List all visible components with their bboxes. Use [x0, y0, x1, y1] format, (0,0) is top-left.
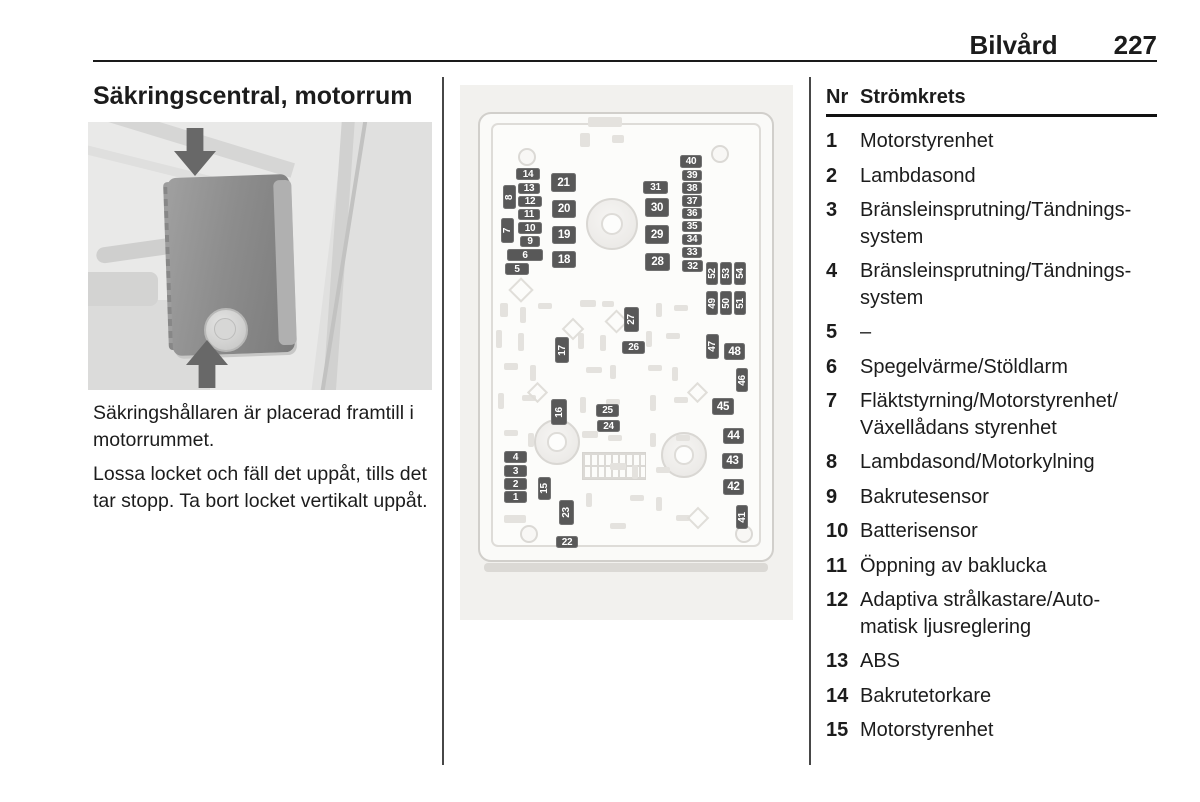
slot-decor [530, 365, 536, 381]
fuse-31: 31 [643, 181, 668, 194]
circuit-label: Lambdasond [860, 164, 976, 187]
fuse-46: 46 [736, 368, 748, 392]
slot-decor [656, 467, 670, 473]
circuit-number: 5 [826, 321, 838, 343]
fuse-34: 34 [682, 234, 702, 245]
slot-decor [578, 333, 584, 349]
table-row [826, 587, 1157, 640]
fuse-25: 25 [596, 404, 619, 417]
fuse-9: 9 [520, 236, 540, 247]
photo-engine-block-shape [88, 272, 158, 306]
table-row [826, 319, 1157, 346]
fuse-6: 6 [507, 249, 543, 261]
circuit-label: Adaptiva strålkastare/Auto- matisk ljusreglering [860, 589, 1101, 638]
fuse-12: 12 [518, 196, 542, 207]
circuit-label: Fläktstyrning/Motorstyrenhet/ Växellådans styrenhet [860, 390, 1118, 439]
fuse-36: 36 [682, 208, 702, 219]
fuse-41: 41 [736, 505, 748, 529]
fuse-51: 51 [734, 291, 746, 315]
fuse-8: 8 [503, 185, 516, 209]
slot-decor [580, 133, 590, 147]
fuse-4: 4 [504, 451, 527, 463]
slot-decor [666, 333, 680, 339]
table-row [826, 128, 1157, 155]
paragraph: Säkringshållaren är placerad framtill i motorrummet. [93, 402, 414, 451]
fuse-26: 26 [622, 341, 645, 354]
article-body [93, 400, 441, 522]
circuit-label: Motorstyrenhet [860, 130, 994, 152]
table-row [826, 449, 1157, 476]
slot-decor [500, 303, 508, 317]
circuit-number: 6 [826, 355, 838, 378]
slot-decor [504, 363, 518, 370]
slot-decor [676, 435, 690, 441]
fuse-label-layer [460, 85, 793, 620]
fuse-16: 16 [551, 399, 567, 425]
slot-decor [612, 135, 624, 143]
fuse-45: 45 [712, 398, 734, 415]
slot-decor [580, 397, 586, 413]
circuit-number: 12 [826, 589, 849, 611]
slot-decor [580, 300, 596, 307]
slot-decor [646, 331, 652, 347]
header-section-title: Bilvård [969, 30, 1058, 60]
article-title: Säkringscentral, motorrum [93, 82, 413, 110]
page-header [820, 30, 1157, 61]
slot-decor [610, 463, 626, 470]
header-nr: Nr [826, 86, 849, 108]
fuse-3: 3 [504, 465, 527, 477]
slot-decor [610, 523, 626, 529]
fuse-box-diagram [460, 85, 793, 620]
circuit-number: 4 [826, 260, 838, 282]
slot-decor [496, 330, 502, 348]
slot-decor [518, 333, 524, 351]
fuse-48: 48 [724, 343, 745, 360]
fuse-2: 2 [504, 478, 527, 490]
fuse-35: 35 [682, 221, 702, 232]
circuit-number: 11 [826, 554, 848, 577]
fuse-22: 22 [556, 536, 578, 548]
slot-decor [586, 493, 592, 507]
circuit-number: 1 [826, 130, 838, 152]
circuit-label: Lambdasond/Motorkylning [860, 451, 1095, 473]
table-row [826, 484, 1157, 511]
table-row [826, 683, 1157, 710]
header-rule [93, 60, 1157, 62]
paragraph: Lossa locket och fäll det uppåt, tills det tar stopp. Ta bort locket vertikalt uppåt. [93, 463, 428, 512]
fuse-28: 28 [645, 253, 670, 271]
slot-decor [602, 301, 614, 307]
slot-decor [498, 393, 504, 409]
fuse-53: 53 [720, 262, 732, 285]
circuit-number: 9 [826, 485, 838, 508]
circuit-table-rows [826, 128, 1157, 744]
fuse-15: 15 [538, 477, 551, 500]
fuse-23: 23 [559, 500, 574, 525]
slot-decor [504, 430, 518, 436]
table-row [826, 258, 1157, 311]
table-row [826, 388, 1157, 441]
circuit-number: 7 [826, 390, 838, 412]
fuse-44: 44 [723, 428, 744, 444]
fuse-30: 30 [645, 198, 669, 217]
slot-decor [588, 117, 622, 127]
circuit-label: Spegelvärme/Stöldlarm [860, 355, 1068, 378]
fuse-49: 49 [706, 291, 718, 315]
circuit-label: Bakrutetorkare [860, 684, 992, 707]
fuse-29: 29 [645, 225, 669, 244]
header-circuit: Strömkrets [860, 86, 966, 108]
slot-decor [650, 433, 656, 447]
fuse-7: 7 [501, 218, 514, 243]
fuse-38: 38 [682, 182, 702, 194]
fuse-13: 13 [518, 183, 540, 194]
circuit-number: 2 [826, 164, 838, 187]
fuse-14: 14 [516, 168, 540, 180]
circuit-label: Bränsleinsprutning/Tändnings- system [860, 260, 1132, 309]
circuit-label: Motorstyrenhet [860, 719, 994, 741]
circuit-number: 3 [826, 199, 838, 221]
slot-decor [648, 365, 662, 371]
fuse-18: 18 [552, 251, 576, 268]
circuit-label: ABS [860, 650, 901, 672]
fuse-20: 20 [552, 200, 576, 218]
circuit-table-header [826, 86, 1157, 109]
fuse-33: 33 [682, 247, 702, 258]
slot-decor [538, 303, 552, 309]
slot-decor [672, 367, 678, 381]
fuse-39: 39 [682, 170, 702, 181]
fuse-19: 19 [552, 226, 576, 244]
circuit-table [826, 86, 1157, 752]
fuse-47: 47 [706, 334, 719, 359]
slot-decor [600, 335, 606, 351]
circuit-label: Batterisensor [860, 520, 978, 542]
engine-bay-photo [88, 122, 432, 390]
fuse-50: 50 [720, 291, 732, 315]
fuse-54: 54 [734, 262, 746, 285]
circuit-number: 10 [826, 520, 849, 542]
circuit-label: Bränsleinsprutning/Tändnings- system [860, 199, 1132, 248]
fuse-11: 11 [518, 209, 540, 220]
slot-decor [582, 431, 598, 438]
circuit-label: Öppning av baklucka [860, 554, 1047, 577]
table-row [826, 163, 1157, 190]
fuse-27: 27 [624, 307, 639, 332]
table-row [826, 553, 1157, 580]
circuit-number: 8 [826, 451, 838, 473]
slot-decor [608, 435, 622, 441]
table-row [826, 197, 1157, 250]
slot-decor [674, 305, 688, 311]
fuse-52: 52 [706, 262, 718, 285]
slot-decor [504, 515, 526, 523]
column-divider-right [809, 77, 811, 765]
header-page-number: 227 [1113, 30, 1157, 60]
slot-decor [674, 397, 688, 403]
table-header-rule [826, 114, 1157, 117]
slot-decor [630, 495, 644, 501]
circuit-label: – [860, 321, 872, 343]
fuse-42: 42 [723, 479, 744, 495]
slot-decor [656, 303, 662, 317]
fuse-24: 24 [597, 420, 620, 432]
fuse-21: 21 [551, 173, 576, 192]
table-row [826, 518, 1157, 545]
fuse-1: 1 [504, 491, 527, 503]
fuse-37: 37 [682, 195, 702, 207]
fuse-32: 32 [682, 260, 703, 272]
circuit-number: 13 [826, 650, 849, 672]
reservoir-cap-center [214, 318, 236, 340]
slot-decor [528, 433, 534, 447]
slot-decor [656, 497, 662, 511]
slot-decor [520, 307, 526, 323]
circuit-number: 14 [826, 684, 849, 707]
slot-decor [632, 465, 638, 479]
column-divider-left [442, 77, 444, 765]
table-row [826, 717, 1157, 744]
fuse-17: 17 [555, 337, 569, 363]
fuse-43: 43 [722, 453, 743, 469]
table-row [826, 648, 1157, 675]
slot-decor [650, 395, 656, 411]
circuit-label: Bakrutesensor [860, 485, 989, 508]
table-row [826, 354, 1157, 381]
slot-decor [586, 367, 602, 373]
slot-decor [610, 365, 616, 379]
fuse-5: 5 [505, 263, 529, 275]
fuse-10: 10 [518, 222, 542, 234]
circuit-number: 15 [826, 719, 849, 741]
fuse-40: 40 [680, 155, 702, 168]
